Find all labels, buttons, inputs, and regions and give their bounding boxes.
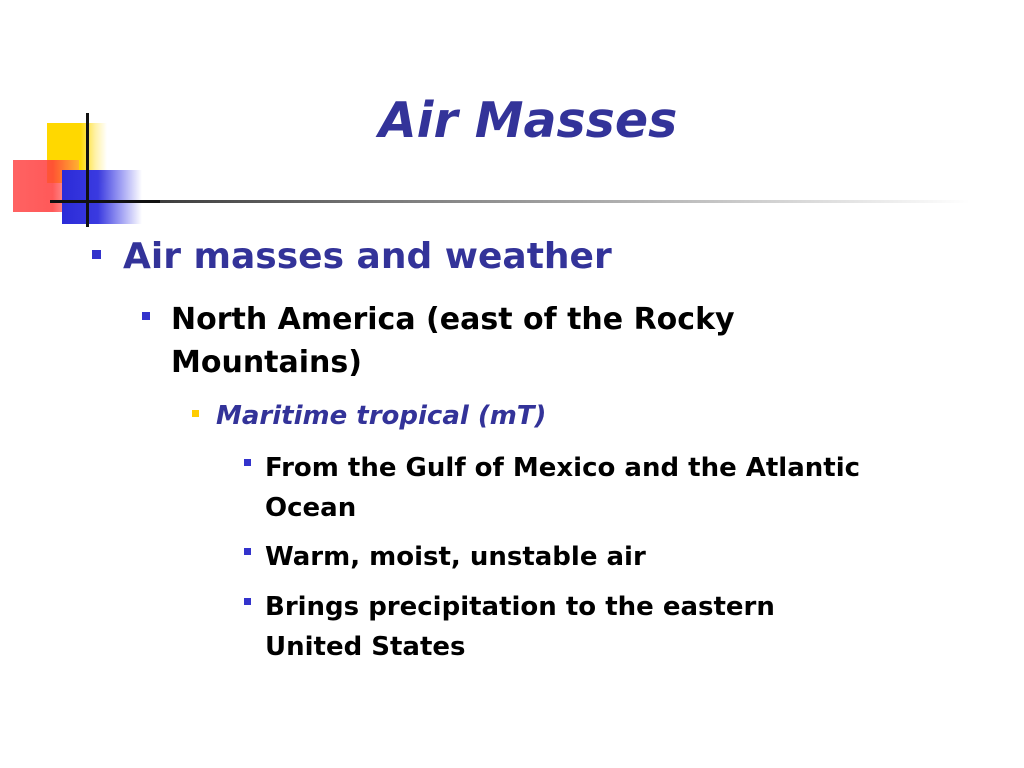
title-underline-rule bbox=[120, 200, 970, 203]
bullet-level-1 bbox=[92, 234, 612, 280]
bullet-text: Warm, moist, unstable air bbox=[265, 542, 646, 572]
square-bullet-icon bbox=[142, 312, 150, 320]
square-bullet-icon bbox=[244, 459, 251, 466]
bullet-level-4 bbox=[244, 448, 865, 528]
decorative-blue-square bbox=[62, 170, 142, 224]
bullet-text: Air masses and weather bbox=[123, 236, 612, 277]
bullet-level-2 bbox=[142, 298, 882, 384]
bullet-level-3 bbox=[192, 398, 546, 434]
bullet-text: North America (east of the Rocky Mountains) bbox=[171, 302, 735, 380]
square-bullet-icon bbox=[244, 598, 251, 605]
decorative-horizontal-line bbox=[50, 200, 160, 203]
bullet-level-4 bbox=[244, 537, 865, 577]
square-bullet-icon bbox=[192, 410, 199, 417]
bullet-text: From the Gulf of Mexico and the Atlantic Ocean bbox=[265, 453, 861, 523]
bullet-text: Maritime tropical (mT) bbox=[216, 401, 547, 431]
square-bullet-icon bbox=[244, 548, 251, 555]
square-bullet-icon bbox=[92, 250, 101, 259]
bullet-level-4 bbox=[244, 587, 865, 667]
bullet-text: Brings precipitation to the eastern United States bbox=[265, 592, 775, 662]
slide-title: Air Masses bbox=[378, 92, 678, 149]
